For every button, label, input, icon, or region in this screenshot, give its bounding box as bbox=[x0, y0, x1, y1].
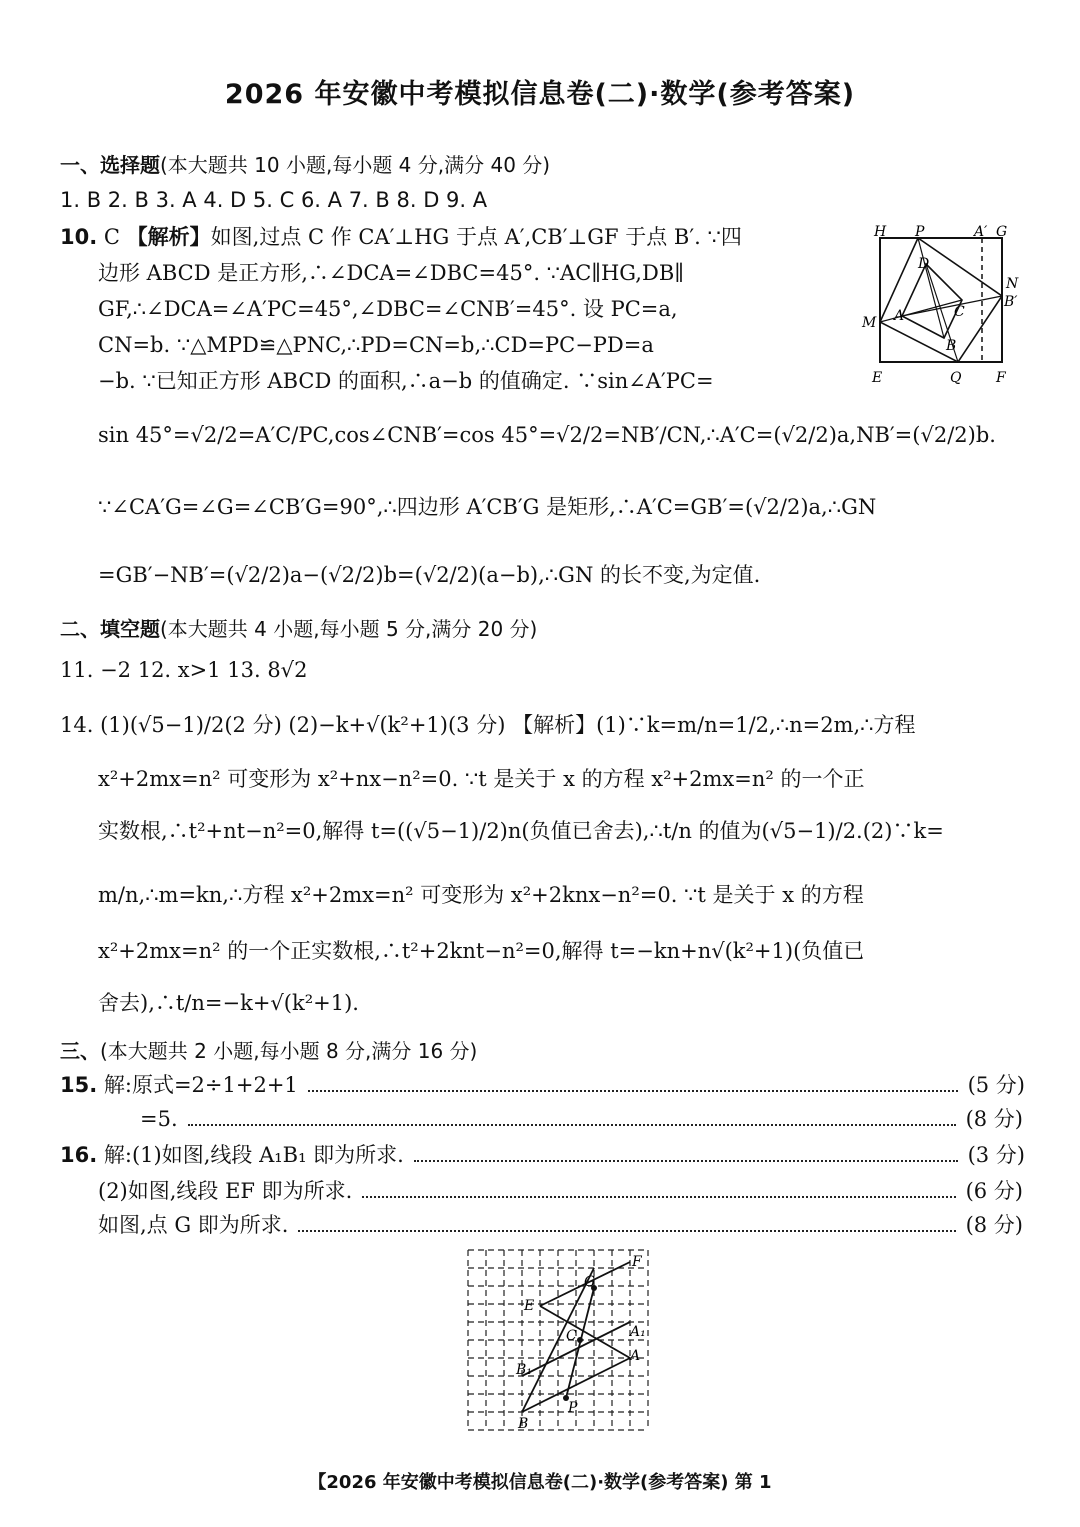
section-1-heading bbox=[60, 150, 1025, 180]
section-3-label: 三、 bbox=[60, 1039, 100, 1063]
fig-label-d: D bbox=[918, 256, 930, 272]
grid-label-b: B bbox=[518, 1416, 529, 1432]
section-1-answers: 1. B 2. B 3. A 4. D 5. C 6. A 7. B 8. D 9. A bbox=[60, 188, 488, 212]
q15-step-2 bbox=[98, 1104, 1023, 1134]
q14-line-1: 14. (1)(√5−1)/2(2 分) (2)−k+√(k²+1)(3 分) 【解析】(1)∵k=m/n=1/2,∴n=2m,∴方程 bbox=[60, 713, 916, 737]
q16-step-3 bbox=[98, 1210, 1023, 1240]
q10-line-3: GF,∴∠DCA=∠A′PC=45°,∠DBC=∠CNB′=45°. 设 PC=a, bbox=[98, 297, 678, 321]
q16-grid-figure bbox=[466, 1248, 652, 1434]
q16-number: 16. bbox=[60, 1143, 98, 1167]
q10-line-4: CN=b. ∵△MPD≌△PNC,∴PD=CN=b,∴CD=PC−PD=a bbox=[98, 333, 654, 357]
q16-step-1-text: 解:(1)如图,线段 A₁B₁ 即为所求. bbox=[103, 1143, 404, 1167]
q16-step-1 bbox=[60, 1140, 1025, 1170]
q16-step-2-points: (6 分) bbox=[965, 1179, 1023, 1203]
q15-step-1-points: (5 分) bbox=[967, 1073, 1025, 1097]
q10-answer: C bbox=[103, 225, 120, 249]
q10-line-6: sin 45°=√2/2=A′C/PC,cos∠CNB′=cos 45°=√2/2=NB′/CN,∴A′C=(√2/2)a,NB′=(√2/2)b. bbox=[98, 423, 996, 447]
q14-line-6: 舍去),∴t/n=−k+√(k²+1). bbox=[98, 991, 359, 1015]
q14-line-2: x²+2mx=n² 可变形为 x²+nx−n²=0. ∵t 是关于 x 的方程 x²+2mx=n² 的一个正 bbox=[98, 767, 865, 791]
dot-leader bbox=[188, 1124, 956, 1126]
fig-label-b: B bbox=[946, 338, 957, 354]
q15-step-1-text: 解:原式=2÷1+2+1 bbox=[103, 1073, 298, 1097]
dot-leader bbox=[308, 1090, 958, 1092]
q16-step-1-points: (3 分) bbox=[967, 1143, 1025, 1167]
q10-text-1: 如图,过点 C 作 CA′⊥HG 于点 A′,CB′⊥GF 于点 B′. ∵四 bbox=[210, 225, 742, 249]
grid-label-g: G bbox=[584, 1274, 596, 1290]
fig-label-p: P bbox=[915, 224, 925, 240]
fig-label-n: N bbox=[1006, 276, 1019, 292]
grid-label-b1: B₁ bbox=[516, 1362, 532, 1378]
grid-label-p: P bbox=[568, 1400, 578, 1416]
grid-label-e: E bbox=[524, 1298, 535, 1314]
dot-leader bbox=[362, 1196, 955, 1198]
fig-label-a-prime: A′ bbox=[974, 224, 988, 240]
grid-label-a: A bbox=[630, 1348, 641, 1364]
fig-label-g: G bbox=[996, 224, 1008, 240]
grid-label-c: C bbox=[566, 1328, 577, 1344]
grid-label-a1: A₁ bbox=[630, 1324, 646, 1340]
q10-line-5: −b. ∵已知正方形 ABCD 的面积,∴a−b 的值确定. ∵sin∠A′PC= bbox=[98, 369, 714, 393]
section-2-answers: 11. −2 12. x>1 13. 8√2 bbox=[60, 658, 308, 682]
section-2-note: (本大题共 4 小题,每小题 5 分,满分 20 分) bbox=[160, 617, 538, 641]
fig-label-a: A bbox=[894, 308, 905, 324]
grid-label-f: F bbox=[632, 1254, 642, 1270]
q10-line-8: =GB′−NB′=(√2/2)a−(√2/2)b=(√2/2)(a−b),∴GN 的长不变,为定值. bbox=[98, 563, 761, 587]
q14-line-3: 实数根,∴t²+nt−n²=0,解得 t=((√5−1)/2)n(负值已舍去),∴t/n 的值为(√5−1)/2.(2)∵k= bbox=[98, 819, 944, 843]
q10-number: 10. bbox=[60, 225, 98, 249]
q10-line-7: ∵∠CA′G=∠G=∠CB′G=90°,∴四边形 A′CB′G 是矩形,∴A′C=GB′=(√2/2)a,∴GN bbox=[98, 495, 877, 519]
section-2-heading bbox=[60, 614, 1025, 644]
q16-step-3-text: 如图,点 G 即为所求. bbox=[98, 1213, 289, 1237]
q16-step-2 bbox=[98, 1176, 1023, 1206]
fig-label-m: M bbox=[862, 315, 877, 331]
section-1-label: 一、选择题 bbox=[60, 153, 160, 177]
q15-step-2-points: (8 分) bbox=[965, 1107, 1023, 1131]
q15-number: 15. bbox=[60, 1073, 98, 1097]
q10-square-figure bbox=[860, 220, 1030, 390]
fig-label-h: H bbox=[874, 224, 887, 240]
q14-line-5: x²+2mx=n² 的一个正实数根,∴t²+2knt−n²=0,解得 t=−kn+n√(k²+1)(负值已 bbox=[98, 939, 865, 963]
q15-step-1 bbox=[60, 1070, 1025, 1100]
q10-line-2: 边形 ABCD 是正方形,∴∠DCA=∠DBC=45°. ∵AC∥HG,DB∥ bbox=[98, 261, 684, 285]
q16-step-2-text: (2)如图,线段 EF 即为所求. bbox=[98, 1179, 353, 1203]
page-title: 2026 年安徽中考模拟信息卷(二)·数学(参考答案) bbox=[224, 79, 856, 110]
q16-step-3-points: (8 分) bbox=[965, 1213, 1023, 1237]
dot-leader bbox=[298, 1230, 955, 1232]
q10-tag: 【解析】 bbox=[126, 225, 211, 249]
fig-label-f: F bbox=[996, 370, 1006, 386]
q15-step-2-text: =5. bbox=[140, 1107, 178, 1131]
q10-line-1 bbox=[60, 222, 840, 252]
q14-line-4: m/n,∴m=kn,∴方程 x²+2mx=n² 可变形为 x²+2knx−n²=0. ∵t 是关于 x 的方程 bbox=[98, 883, 864, 907]
fig-label-q: Q bbox=[950, 370, 962, 386]
fig-label-c: C bbox=[954, 304, 965, 320]
dot-leader bbox=[414, 1160, 958, 1162]
section-1-note: (本大题共 10 小题,每小题 4 分,满分 40 分) bbox=[160, 153, 551, 177]
section-3-note: (本大题共 2 小题,每小题 8 分,满分 16 分) bbox=[100, 1039, 478, 1063]
page-footer: 【2026 年安徽中考模拟信息卷(二)·数学(参考答案) 第 1 bbox=[308, 1472, 772, 1493]
section-3-heading bbox=[60, 1036, 1025, 1066]
fig-label-e: E bbox=[872, 370, 883, 386]
fig-label-b-prime: B′ bbox=[1004, 294, 1018, 310]
section-2-label: 二、填空题 bbox=[60, 617, 160, 641]
